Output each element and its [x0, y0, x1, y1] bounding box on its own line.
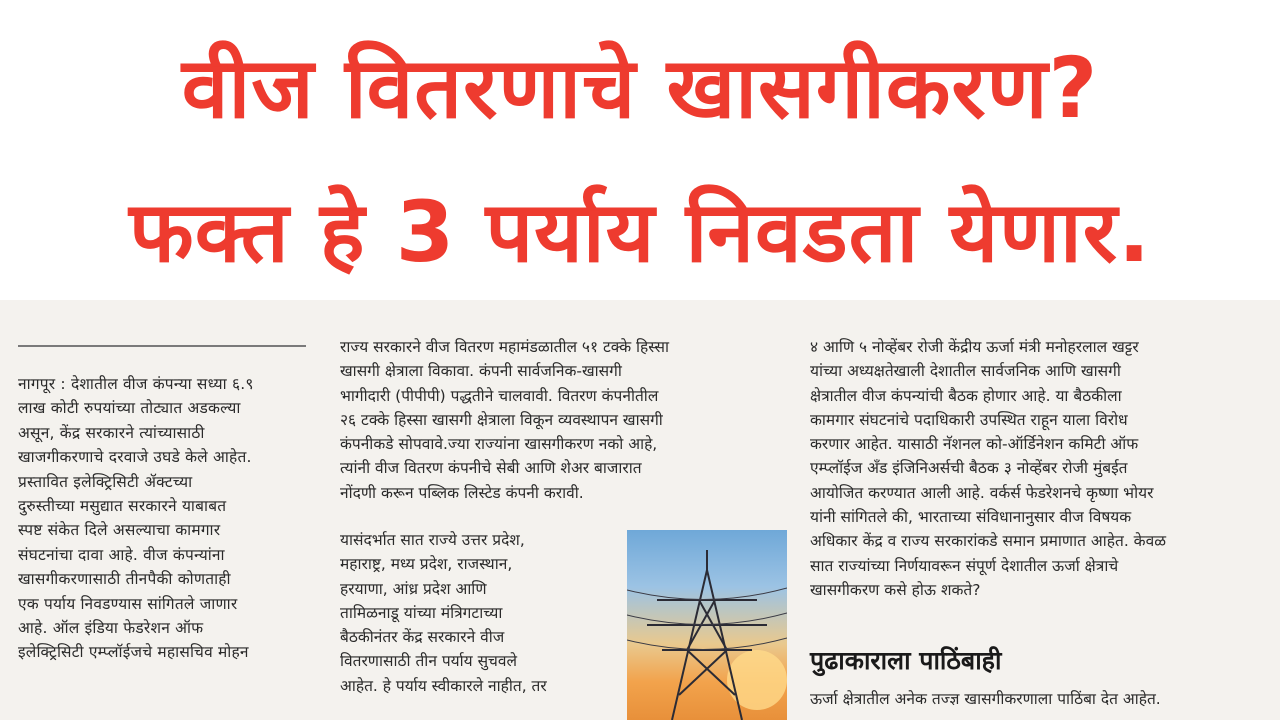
- text-line: नोंदणी करून पब्लिक लिस्टेड कंपनी करावी.: [340, 483, 584, 502]
- article-subheading: पुढाकाराला पाठिंबाही: [810, 646, 1002, 675]
- article-column-3: [810, 335, 1270, 602]
- text-line: तामिळनाडू यांच्या मंत्रिगटाच्या: [340, 603, 503, 622]
- text-line: लाख कोटी रुपयांच्या तोट्यात अडकल्या: [18, 399, 241, 418]
- column-divider-rule: [18, 345, 306, 347]
- newspaper-clipping: [0, 300, 1280, 720]
- article-column-1: [18, 372, 310, 665]
- headline-line-2: फक्त हे 3 पर्याय निवडता येणार.: [129, 183, 1151, 281]
- text-line: इलेक्ट्रिसिटी एम्प्लॉईजचे महासचिव मोहन: [18, 643, 249, 662]
- headline-line-1: वीज वितरणाचे खासगीकरण?: [181, 39, 1099, 137]
- byline-cropped: [88, 323, 238, 331]
- text-line: असून, केंद्र सरकारने त्यांच्यासाठी: [18, 423, 205, 442]
- text-line: ४ आणि ५ नोव्हेंबर रोजी केंद्रीय ऊर्जा मंत्री मनोहरलाल खट्टर: [810, 338, 1139, 356]
- text-line: खासगीकरणासाठी तीनपैकी कोणताही: [18, 570, 231, 589]
- power-tower-photo: [627, 530, 787, 720]
- text-line: खाजगीकरणाचे दरवाजे उघडे केले आहेत.: [18, 448, 252, 467]
- text-line: यांनी सांगितले की, भारताच्या संविधानानुसार वीज विषयक: [810, 508, 1132, 527]
- text-line: भागीदारी (पीपीपी) पद्धतीने चालवावी. वितरण कंपनीतील: [340, 386, 659, 405]
- text-line: यासंदर्भात सात राज्ये उत्तर प्रदेश,: [340, 531, 525, 549]
- text-line: ऊर्जा क्षेत्रातील अनेक तज्ज्ञ खासगीकरणाला पाठिंबा देत आहेत.: [810, 690, 1161, 708]
- text-line: २६ टक्के हिस्सा खासगी क्षेत्राला विकून व्यवस्थापन खासगी: [340, 410, 663, 429]
- text-line: महाराष्ट्र, मध्य प्रदेश, राजस्थान,: [340, 555, 513, 574]
- text-line: क्षेत्रातील वीज कंपन्यांची बैठक होणार आहे. या बैठकीला: [810, 386, 1122, 405]
- text-line: एक पर्याय निवडण्यास सांगितले जाणार: [18, 594, 238, 613]
- text-line: सात राज्यांच्या निर्णयावरून संपूर्ण देशातील ऊर्जा क्षेत्राचे: [810, 556, 1119, 575]
- text-line: अधिकार केंद्र व राज्य सरकारांकडे समान प्रमाणात आहेत. केवळ: [810, 532, 1166, 551]
- text-line: आहेत. हे पर्याय स्वीकारले नाहीत, तर: [340, 676, 547, 695]
- text-line: स्पष्ट संकेत दिले असल्याचा कामगार: [18, 521, 221, 540]
- text-line: कामगार संघटनांचे पदाधिकारी उपस्थित राहून याला विरोध: [810, 410, 1128, 429]
- text-line: राज्य सरकारने वीज वितरण महामंडळातील ५१ टक्के हिस्सा: [340, 338, 669, 356]
- text-line: दुरुस्तीच्या मसुद्यात सरकारने याबाबत: [18, 497, 227, 516]
- article-column-2: [340, 335, 778, 505]
- text-line: संघटनांचा दावा आहे. वीज कंपन्यांना: [18, 545, 225, 564]
- text-line: कंपनीकडे सोपवावे.ज्या राज्यांना खासगीकरण नको आहे,: [340, 435, 658, 454]
- article-column-2-lower: [340, 528, 618, 698]
- text-line: यांच्या अध्यक्षतेखाली देशातील सार्वजनिक आणि खासगी: [810, 362, 1121, 381]
- text-line: प्रस्तावित इलेक्ट्रिसिटी ॲक्टच्या: [18, 472, 193, 491]
- text-line: बैठकीनंतर केंद्र सरकारने वीज: [340, 628, 505, 647]
- text-line: करणार आहेत. यासाठी नॅशनल को-ऑर्डिनेशन कमिटी ऑफ: [810, 435, 1139, 454]
- text-line: खासगीकरण कसे होऊ शकते?: [810, 580, 981, 599]
- text-line: एम्प्लॉईज अँड इंजिनिअर्सची बैठक ३ नोव्हेंबर रोजी मुंबईत: [810, 459, 1128, 478]
- article-column-3-lower: [810, 687, 1275, 711]
- text-line: हरयाणा, आंध्र प्रदेश आणि: [340, 579, 487, 598]
- text-line: आहे. ऑल इंडिया फेडरेशन ऑफ: [18, 619, 204, 638]
- text-line: आयोजित करण्यात आली आहे. वर्कर्स फेडरेशनचे कृष्णा भोयर: [810, 483, 1154, 502]
- text-line: वितरणासाठी तीन पर्याय सुचवले: [340, 652, 518, 671]
- power-transmission-tower-icon: [627, 530, 787, 720]
- text-line: नागपूर : देशातील वीज कंपन्या सध्या ६.९: [18, 375, 254, 393]
- text-line: खासगी क्षेत्राला विकावा. कंपनी सार्वजनिक-खासगी: [340, 362, 622, 381]
- text-line: त्यांनी वीज वितरण कंपनीचे सेबी आणि शेअर बाजारात: [340, 459, 642, 478]
